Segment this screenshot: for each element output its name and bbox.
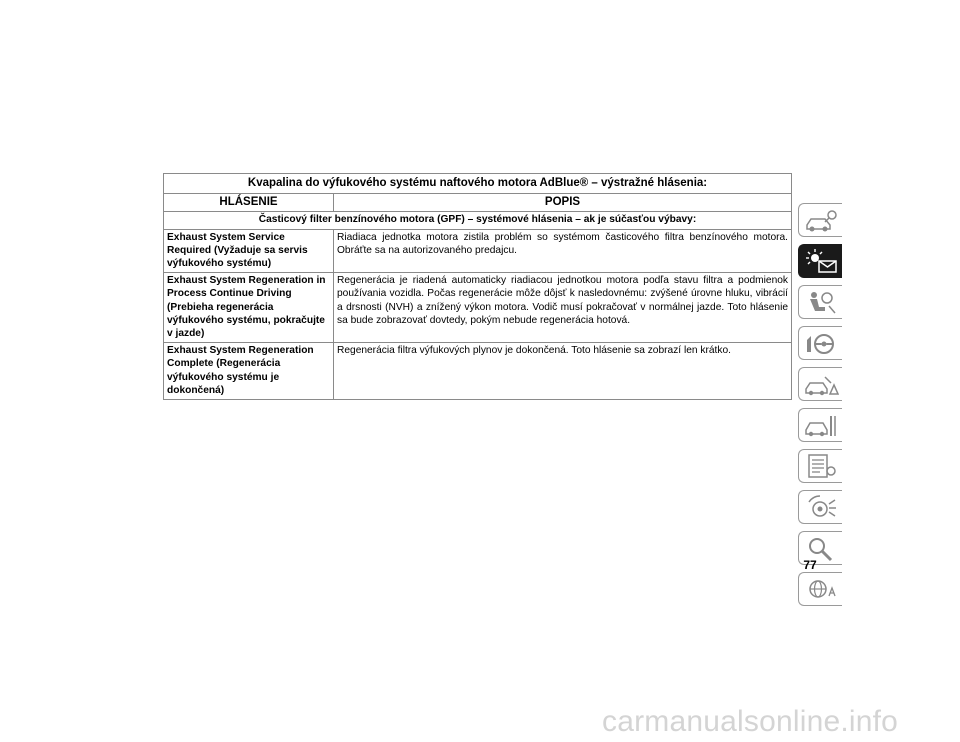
table-section-row: [164, 212, 792, 229]
watermark-text: carmanualsonline.info: [602, 705, 899, 738]
message-cell: Exhaust System Service Required (Vyžaduje sa servis výfukového systému): [164, 229, 334, 273]
description-cell: Riadiaca jednotka motora zistila problém so systémom časticového filtra benzínového motora. Obráťte sa na autorizovaného predajcu.: [334, 229, 792, 273]
description-cell: Regenerácia je riadená automaticky riadiacou jednotkou motora podľa stavu filtra a podmienok používania vozidla. Počas regenerácie môže dôjsť k nasledovnému: zvýšené úrovne hluku, vibrácií a drsnosti (NVH) a znížený výkon motora. Vodič musí pokračovať v normálnej jazde. Toto hlásenie sa bude zobrazovať dovtedy, pokým nebude regenerácia hotová.: [334, 273, 792, 343]
adblue-messages-table: [163, 173, 792, 400]
table-caption: Kvapalina do výfukového systému naftového motora AdBlue® – výstražné hlásenia:: [164, 174, 792, 194]
car-key-icon: [803, 207, 839, 234]
table-row: [164, 343, 792, 400]
page-number: 77: [803, 558, 817, 572]
specifications-list-icon: [803, 453, 839, 480]
table-row: [164, 229, 792, 273]
chapter-tab-technical-specifications[interactable]: [798, 449, 842, 483]
warning-light-message-icon: [803, 248, 839, 275]
chapter-tab-getting-to-know[interactable]: [798, 203, 842, 237]
chapter-tab-servicing-maintenance[interactable]: [798, 408, 842, 442]
table-caption-row: [164, 174, 792, 194]
chapter-tab-safety[interactable]: [798, 285, 842, 319]
section-heading-gpf: Časticový filter benzínového motora (GPF) – systémové hlásenia – ak je súčasťou výbavy:: [164, 212, 792, 229]
roadside-emergency-icon: [803, 371, 839, 398]
message-cell: Exhaust System Regeneration in Process Continue Driving (Prebieha regenerácia výfukového systému, pokračujte v jazde): [164, 273, 334, 343]
multimedia-icon: [803, 494, 839, 521]
chapter-tab-instrument-cluster[interactable]: [798, 244, 842, 278]
description-cell: Regenerácia filtra výfukových plynov je dokončená. Toto hlásenie sa zobrazí len krátko.: [334, 343, 792, 400]
chapter-tab-in-case-of-emergency[interactable]: [798, 367, 842, 401]
languages-icon: [803, 576, 839, 603]
chapter-tab-starting-operating[interactable]: [798, 326, 842, 360]
table-row: [164, 273, 792, 343]
table-header-row: [164, 194, 792, 212]
chapter-tab-languages[interactable]: [798, 572, 842, 606]
chapter-tab-multimedia[interactable]: [798, 490, 842, 524]
seat-airbag-icon: [803, 289, 839, 316]
message-cell: Exhaust System Regeneration Complete (Regenerácia výfukového systému je dokončená): [164, 343, 334, 400]
car-service-tools-icon: [803, 412, 839, 439]
chapter-tabs-sidebar: [798, 203, 842, 613]
steering-wheel-icon: [803, 330, 839, 357]
column-header-message: HLÁSENIE: [164, 194, 334, 212]
column-header-description: POPIS: [334, 194, 792, 212]
